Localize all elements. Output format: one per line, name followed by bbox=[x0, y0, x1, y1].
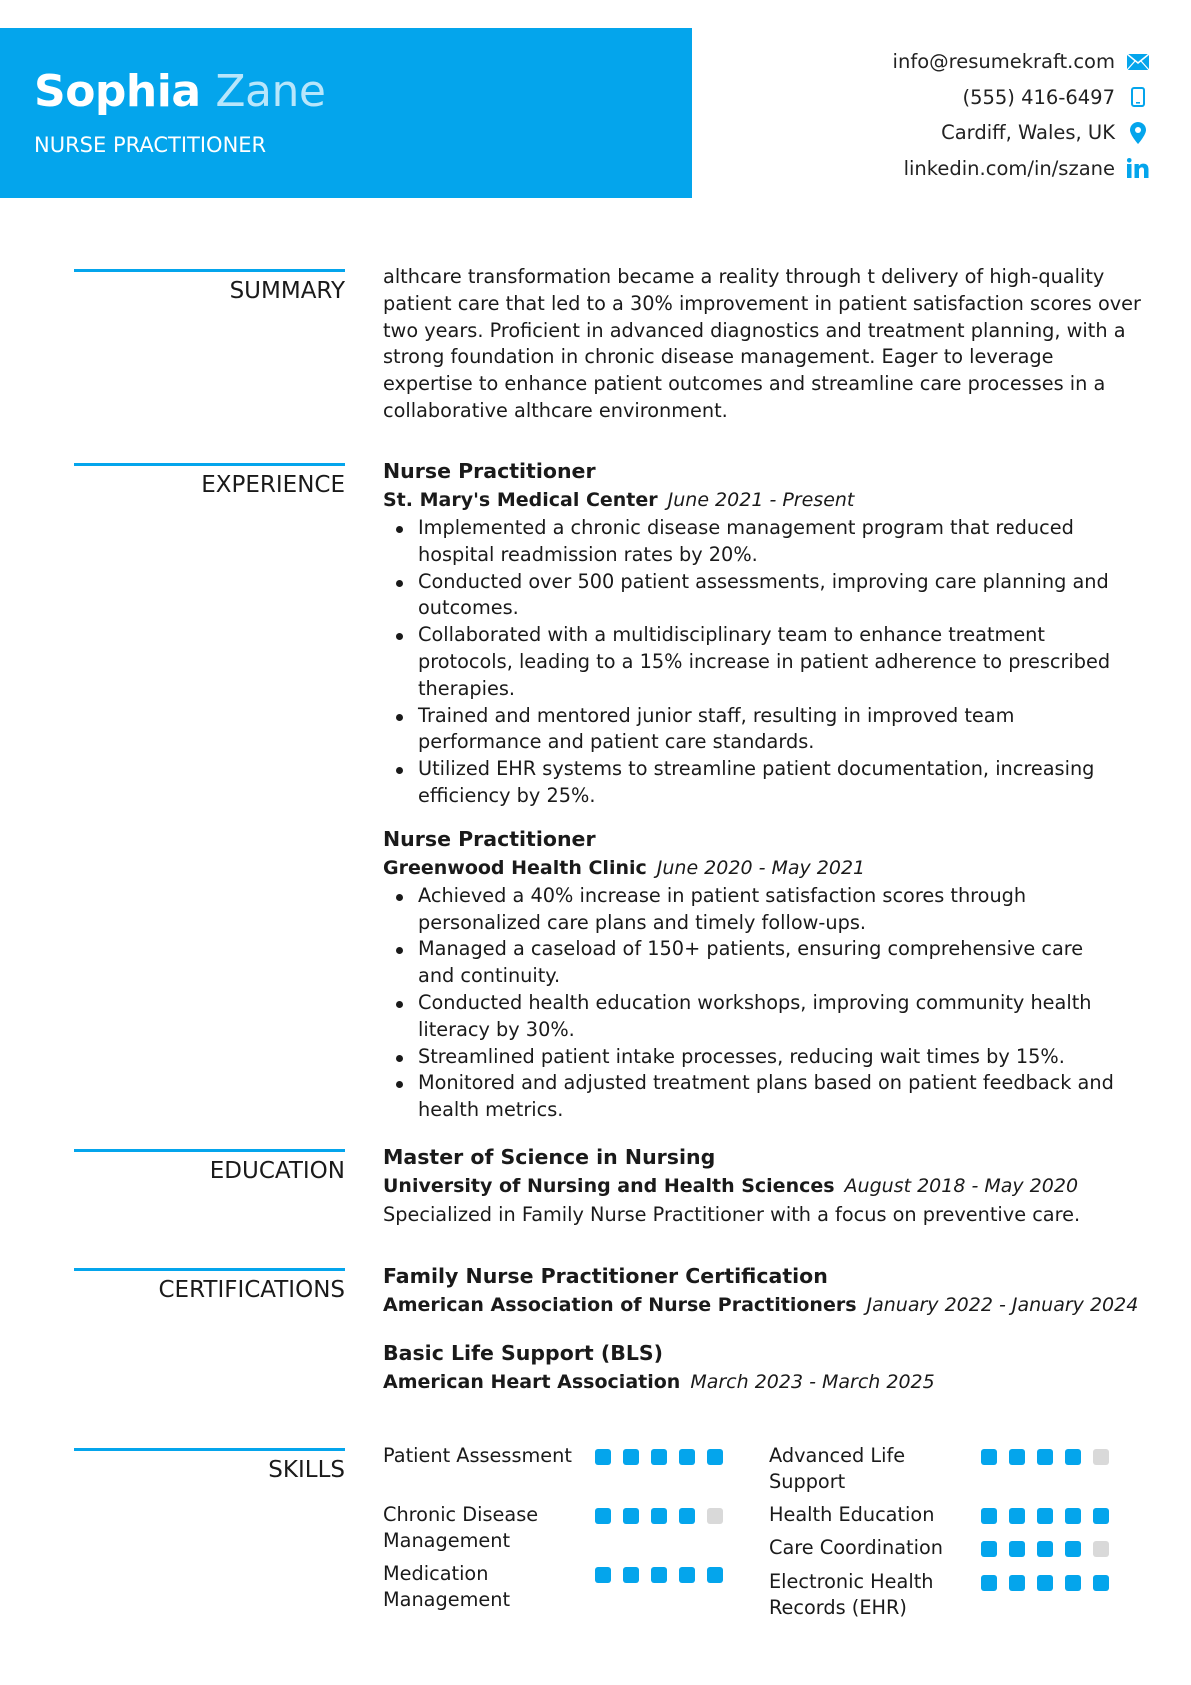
job-entry bbox=[383, 458, 1143, 810]
contact-location-text: Cardiff, Wales, UK bbox=[941, 121, 1115, 145]
section-rule bbox=[74, 1448, 345, 1451]
section-title-summary: SUMMARY bbox=[229, 278, 345, 304]
skill-level-filled bbox=[1037, 1449, 1053, 1465]
job-bullet: Trained and mentored junior staff, resulting in improved team performance and patient care standards. bbox=[418, 703, 1143, 757]
skill-level-filled bbox=[707, 1567, 723, 1583]
skill-level-filled bbox=[1009, 1541, 1025, 1557]
mobile-phone-icon bbox=[1123, 85, 1153, 109]
education-dates: August 2018 - May 2020 bbox=[844, 1175, 1079, 1197]
section-rule bbox=[74, 269, 345, 272]
job-bullet: Conducted health education workshops, improving community health literacy by 30%. bbox=[418, 990, 1143, 1044]
skill-level-filled bbox=[981, 1541, 997, 1557]
map-pin-icon bbox=[1123, 121, 1153, 145]
skill-rating bbox=[595, 1508, 735, 1524]
job-bullet: Streamlined patient intake processes, reducing wait times by 15%. bbox=[418, 1044, 1143, 1071]
education-note: Specialized in Family Nurse Practitioner with a focus on preventive care. bbox=[383, 1203, 1081, 1226]
skill-level-filled bbox=[1009, 1449, 1025, 1465]
certification-entry bbox=[383, 1263, 1143, 1320]
candidate-name bbox=[34, 66, 325, 117]
section-rule bbox=[74, 1149, 345, 1152]
skill-level-filled bbox=[1037, 1575, 1053, 1591]
section-title-education: EDUCATION bbox=[209, 1158, 345, 1184]
job-bullet: Achieved a 40% increase in patient satisfaction scores through personalized care plans and timely follow-ups. bbox=[418, 883, 1143, 937]
skill-level-filled bbox=[1009, 1575, 1025, 1591]
job-org: St. Mary's Medical Center bbox=[383, 489, 658, 511]
job-dates: June 2020 - May 2021 bbox=[656, 856, 866, 879]
skill-level-filled bbox=[981, 1508, 997, 1524]
skills-section bbox=[0, 1443, 1191, 1623]
skill-level-filled bbox=[651, 1449, 667, 1465]
skill-level-filled bbox=[707, 1449, 723, 1465]
skill-level-filled bbox=[981, 1575, 997, 1591]
job-org-line bbox=[383, 853, 1143, 883]
certification-dates: January 2022 - January 2024 bbox=[866, 1294, 1139, 1316]
job-bullet: Managed a caseload of 150+ patients, ensuring comprehensive care and continuity. bbox=[418, 936, 1143, 990]
job-dates: June 2021 - Present bbox=[667, 489, 855, 511]
skill-level-filled bbox=[679, 1567, 695, 1583]
skill-rating bbox=[981, 1508, 1121, 1524]
skill-level-filled bbox=[595, 1449, 611, 1465]
skill-level-filled bbox=[1065, 1449, 1081, 1465]
skill-rating bbox=[981, 1541, 1121, 1557]
skill-level-filled bbox=[595, 1567, 611, 1583]
contact-linkedin-text[interactable]: linkedin.com/in/szane bbox=[903, 156, 1115, 180]
job-bullets bbox=[383, 883, 1143, 1124]
skill-name: Medication Management bbox=[383, 1562, 511, 1611]
last-name: Zane bbox=[215, 66, 326, 117]
summary-text: althcare transformation became a reality through t delivery of high-quality patient care that led to a 30% improvement in patient satisfaction scores over two years. Proficient in advanced diagnostics and treatment planning, with a strong foundation in chronic disease management. Eager to leverage expertise to enhance patient outcomes and streamline care processes in a collaborative althcare environment. bbox=[383, 265, 1141, 422]
contact-email-text[interactable]: info@resumekraft.com bbox=[892, 50, 1115, 74]
skill-name: Chronic Disease Management bbox=[383, 1503, 539, 1552]
section-rule bbox=[74, 463, 345, 466]
section-title-certifications: CERTIFICATIONS bbox=[158, 1277, 345, 1303]
linkedin-icon bbox=[1123, 156, 1153, 180]
skill-name: Electronic Health Records (EHR) bbox=[769, 1570, 934, 1619]
skill-level-filled bbox=[623, 1508, 639, 1524]
job-org-line bbox=[383, 485, 1143, 515]
job-bullet: Collaborated with a multidisciplinary team to enhance treatment protocols, leading to a 15% increase in patient adherence to prescribed therapies. bbox=[418, 622, 1143, 702]
skill-level-empty bbox=[707, 1508, 723, 1524]
skill-rating bbox=[595, 1449, 735, 1465]
job-org: Greenwood Health Clinic bbox=[383, 856, 647, 879]
skill-level-filled bbox=[1037, 1508, 1053, 1524]
job-role: NURSE PRACTITIONER bbox=[34, 133, 267, 157]
skill-level-empty bbox=[1093, 1449, 1109, 1465]
skill-level-filled bbox=[1065, 1575, 1081, 1591]
skill-rating bbox=[595, 1567, 735, 1583]
contact-email[interactable] bbox=[693, 44, 1153, 80]
envelope-icon bbox=[1123, 50, 1153, 74]
degree-title: Master of Science in Nursing bbox=[383, 1145, 716, 1169]
contact-linkedin[interactable] bbox=[693, 151, 1153, 187]
certification-name: Basic Life Support (BLS) bbox=[383, 1341, 664, 1365]
certification-issuer-line bbox=[383, 1367, 1143, 1397]
experience-list bbox=[383, 458, 1143, 1124]
skill-rating bbox=[981, 1575, 1121, 1591]
skill-name: Advanced Life Support bbox=[769, 1444, 906, 1493]
skill-level-filled bbox=[651, 1508, 667, 1524]
skill-name: Health Education bbox=[769, 1503, 935, 1526]
job-bullet: Conducted over 500 patient assessments, improving care planning and outcomes. bbox=[418, 569, 1143, 623]
skill-level-filled bbox=[1037, 1541, 1053, 1557]
contact-location bbox=[693, 115, 1153, 151]
skills-grid bbox=[383, 1443, 1143, 1623]
skill-level-filled bbox=[623, 1567, 639, 1583]
school-name: University of Nursing and Health Sciences bbox=[383, 1175, 835, 1197]
job-bullet: Implemented a chronic disease management program that reduced hospital readmission rates by 20%. bbox=[418, 515, 1143, 569]
certification-issuer-line bbox=[383, 1290, 1143, 1320]
skill-level-filled bbox=[1009, 1508, 1025, 1524]
first-name: Sophia bbox=[34, 66, 201, 117]
skill-name: Care Coordination bbox=[769, 1536, 943, 1559]
skill-level-filled bbox=[1093, 1508, 1109, 1524]
job-bullets bbox=[383, 515, 1143, 810]
skill-level-filled bbox=[1065, 1508, 1081, 1524]
skill-level-empty bbox=[1093, 1541, 1109, 1557]
job-entry bbox=[383, 826, 1143, 1124]
job-title: Nurse Practitioner bbox=[383, 459, 596, 483]
certification-dates: March 2023 - March 2025 bbox=[690, 1371, 935, 1393]
job-bullet: Monitored and adjusted treatment plans based on patient feedback and health metrics. bbox=[418, 1070, 1143, 1124]
contact-phone[interactable] bbox=[693, 80, 1153, 116]
skill-level-filled bbox=[1093, 1575, 1109, 1591]
contact-phone-text[interactable]: (555) 416-6497 bbox=[962, 85, 1115, 109]
skill-name: Patient Assessment bbox=[383, 1444, 572, 1467]
skill-level-filled bbox=[595, 1508, 611, 1524]
section-title-skills: SKILLS bbox=[268, 1457, 345, 1483]
section-rule bbox=[74, 1268, 345, 1271]
skill-rating bbox=[981, 1449, 1121, 1465]
job-bullet: Utilized EHR systems to streamline patient documentation, increasing efficiency by 25%. bbox=[418, 756, 1143, 810]
skill-level-filled bbox=[1065, 1541, 1081, 1557]
skill-level-filled bbox=[623, 1449, 639, 1465]
certification-name: Family Nurse Practitioner Certification bbox=[383, 1264, 828, 1288]
certification-entry bbox=[383, 1340, 1143, 1397]
skill-level-filled bbox=[981, 1449, 997, 1465]
school-line bbox=[383, 1171, 1143, 1201]
skill-level-filled bbox=[679, 1449, 695, 1465]
skill-level-filled bbox=[679, 1508, 695, 1524]
section-title-experience: EXPERIENCE bbox=[201, 472, 345, 498]
skill-level-filled bbox=[651, 1567, 667, 1583]
job-title: Nurse Practitioner bbox=[383, 826, 596, 851]
certification-issuer: American Association of Nurse Practitioners bbox=[383, 1294, 857, 1316]
contact-list bbox=[693, 44, 1153, 186]
certification-issuer: American Heart Association bbox=[383, 1371, 681, 1393]
